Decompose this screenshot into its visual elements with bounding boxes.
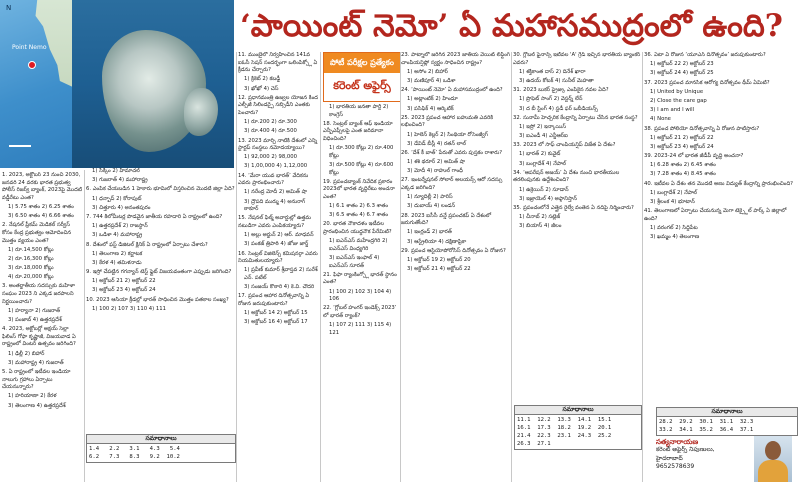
question-options: 1) ప్రవీణ్ కుమార్ శ్రీవాస్తవ 2) సురేశ్ ఎన్. పటేల్ (244, 267, 318, 281)
question-text: 7. 744 కిలోమీటర్ల పొడవైన జాతీయ రహదారి ఏ రాష్ట్రంలో ఉంది? (86, 213, 223, 220)
answer-key-box (514, 405, 642, 450)
question-options: 3) సంజయ్ కొఠారి 4) కె.వి. చౌదరి (244, 284, 315, 291)
question-options: 1) United by Unique (650, 88, 704, 95)
question-options: 1) అక్టోబర్ 21 2) అక్టోబర్ 22 (650, 134, 714, 141)
question-text: 29. ప్రపంచ ఆస్టియోపోరోసిస్ దినోత్సవం ఏ రోజున? (401, 247, 506, 254)
question-options: 1) ఉక్రెయిన్ 2) సూడాన్ (519, 186, 569, 193)
question-text: 37. 2023 ప్రపంచ మానసిక ఆరోగ్య దినోత్సవం థీమ్ ఏమిటి? (644, 79, 770, 86)
question-text: 6. ఎంపిక చేయబడిన 1 హెకారు భూమిలో విస్తరించిన మొదటి జిల్లా ఏది? (86, 186, 235, 193)
question-text: 27. ఇంటర్నేషనల్ సోలార్ అలయన్స్ ఆరో సదస్సు ఎక్కడ జరిగింది? (401, 177, 503, 192)
column-divider (320, 52, 321, 482)
question-options: 3) పంకజ్ త్రిపాఠి 4) జోజు జార్జ్ (244, 241, 309, 248)
question-text: 1. 2023, అక్టోబర్ 23 నుంచి 2030, జనవరి 24 వరకు భారత ప్రభుత్వ పోలీస్ రిజర్వ్ బ్యాంక్, 2023పై మొదటి వడ్డీరేటు ఎంత? (2, 172, 82, 201)
question-options: 3) 1,00,000 4) 1,12,000 (244, 163, 308, 170)
question-text: 12. ప్రధానమంత్రి ఉజ్వల యోజన కింద ఎల్పీజీ సిలిండర్పై సబ్సిడీని ఎంతకు పెంచారు? (238, 94, 318, 116)
question-text: 23. పాట్నాలో జరిగిన 2023 జాతీయ వెయిట్ లిఫ్టింగ్ చాంపియన్షిప్లో స్వర్ణం సాధించిన రాష్ట్రం? (401, 52, 511, 66)
question-options: 3) రూ.18,000 కోట్లు (8, 265, 54, 272)
question-options: 1) 100 2) 102 3) 104 4) 106 (329, 288, 392, 303)
question-column-5 (401, 52, 513, 482)
question-options: 1) అసోం 2) బిహార్ (407, 68, 448, 75)
avatar-head (765, 441, 781, 460)
question-text: 24. ‘పాయింట్ నెమో’ ఏ మహాసముద్రంలో ఉంది? (401, 87, 503, 94)
question-text: 17. ప్రపంచ ఆహార దినోత్సవాన్ని ఏ రోజున జరుపుకుంటారు? (238, 293, 310, 307)
question-options: 1) రూ.200 2) రూ.300 (244, 119, 297, 126)
question-options: 1) సిక్కిం 2) హిమాచల్ (92, 168, 140, 174)
question-options: 3) మోదీ 4) రాహుల్ గాంధీ (407, 168, 463, 175)
question-options: 1) చీనాబ్ 2) సట్లెజ్ (519, 214, 561, 221)
question-text: 19. ప్రపంచబ్యాంక్ నివేదిక ప్రకారం 2023లో భారత వృద్ధిరేటు అంచనా ఎంత? (323, 178, 395, 200)
question-text: 4. 2023, అక్టోబర్లో అక్షయ్ సెల్లా ఫిలింస్ గోఫా కృష్ణాజీ, విజయవాడ ఏ రాష్ట్రంలో వింటర్ ఉత్సవం జరిగింది? (2, 326, 76, 348)
answer-key-box (656, 407, 798, 436)
question-text: 20. భారత నౌకాదళం ఇటీవల ప్రారంభించిన యుద్ధనౌక పేరేమిటి? (323, 221, 392, 236)
question-options: 3) అక్టోబర్ 24 4) అక్టోబర్ 25 (650, 70, 714, 77)
question-options: 1) 6.28 శాతం 2) 6.45 శాతం (650, 162, 716, 169)
question-text: 26. ‘దేశ్ కీ బాత్’ పేరుతో ఎవరు పుస్తకం రాశారు? (401, 149, 503, 156)
question-options: 1) అక్టోబర్ 21 2) అక్టోబర్ 22 (92, 278, 156, 285)
question-text: 14. ‘మేరా యువ భారత్’ వేదికను ఎవరు ప్రారంభించారు? (238, 172, 309, 187)
question-options: 1) ఉత్తరప్రదేశ్ 2) రాజస్థాన్ (92, 223, 148, 230)
question-options: 1) భారతీయ జనతా పార్టీ 2) కాంగ్రెస్ (329, 104, 389, 118)
question-options: 2) Close the care gap (650, 97, 707, 104)
question-options: 1) 5.75 శాతం 2) 6.25 శాతం (8, 203, 74, 210)
banner-top-label: పోటీ పరీక్షల ప్రత్యేకం (324, 53, 400, 73)
question-text: 5. ఏ రాష్ట్రంలో ఇటీవల ఇండియా నాలుగు గ్రహాలు ఏర్పాటు చేయనున్నారు? (2, 368, 71, 391)
author-name: సత్యనారాయణ (656, 438, 699, 446)
question-options: 3) డేవిడ్ బీస్లీ 4) రతన్ లాల్ (407, 140, 466, 147)
question-options: 3) ఒడిశా 4) మహారాష్ట్ర (92, 232, 143, 239)
question-options: 3) బంగ్లాదేశ్ 4) నేపాల్ (519, 160, 567, 167)
question-column-4 (323, 104, 399, 482)
question-options: 1) అల్లు అర్జున్ 2) ఆర్. మాధవన్ (244, 232, 314, 239)
question-text: 28. 2023 ఐసీసీ వన్డే ప్రపంచకప్ ఏ దేశంలో జరుగుతోంది? (401, 212, 492, 227)
question-options: 1) వరంగల్ 2) సిద్దిపేట (650, 224, 698, 231)
question-options: 3) పంజాబ్ 4) ఉత్తరప్రదేశ్ (8, 317, 62, 324)
question-text: 18. సెంట్రల్ బ్యాంక్ ఆఫ్ ఇండియా ఎన్బీఎఫ్సీలపై ఎంత జరిమానా విధించింది? (323, 120, 393, 142)
section-banner (323, 52, 401, 102)
question-options: 3) రూ.400 4) రూ.500 (244, 128, 297, 135)
answer-key-heading: సమాధానాలు (87, 435, 235, 444)
question-options: 1) 107 2) 111 3) 115 4) 121 (329, 322, 392, 336)
map-location-marker (28, 61, 36, 69)
question-options: 1) ప్రొఫెట్ సాంగ్ 2) వెస్టర్న్ లేన్ (519, 96, 583, 103)
question-options: 1) న్యూదిల్లీ 2) పారిస్ (407, 194, 453, 201)
author-details (656, 438, 752, 472)
question-options: 1) తెలంగాణ 2) కర్ణాటక (92, 250, 143, 257)
question-options: 3) ఖోఖో 4) చెస్ (244, 85, 279, 92)
point-nemo-map (0, 0, 72, 168)
question-text: 22. ‘గ్లోబల్ హంగర్ ఇండెక్స్ 2023’ లో భారత్ ర్యాంక్? (323, 305, 397, 319)
question-options: 3) ఖమ్మం 4) తెలంగాణ (650, 234, 700, 241)
question-text: 31. 2023 బుకర్ ప్రైజ్కు ఎంపికైన నవల ఏది? (513, 87, 609, 94)
question-text: 3. అంతర్జాతీయ సదస్సుకు మహిళా సంఘం 2023 ని ఎక్కడ జరపాలని నిర్ణయించారు? (2, 283, 76, 305)
question-text: 15. నేషనల్ ఫిల్మ్ అవార్డుల్లో ఉత్తమ నటుడిగా ఎవరు ఎంపికయ్యారు? (238, 215, 311, 229)
question-options: 2) రూ.16,300 కోట్లు (8, 255, 54, 262)
map-label: Point Nemo (12, 44, 47, 51)
question-text: 32. సునామీ హెచ్చరిక కేంద్రాన్ని ఏర్పాటు చేసిన భారత సంస్థ? (513, 114, 638, 121)
author-byline (656, 436, 796, 482)
question-options: 1) ధన్బాద్ 2) కోరాపుట్ (92, 195, 142, 202)
column-divider (236, 52, 237, 482)
question-text: 36. ఏటా ఏ రోజున ‘యూఎన్ దినోత్సవం’ జరుపుకుంటారు? (644, 52, 766, 58)
author-photo (754, 436, 792, 482)
question-options: 3) అక్టోబర్ 23 4) అక్టోబర్ 24 (650, 143, 714, 150)
question-options: 3) అక్టోబర్ 21 4) అక్టోబర్ 22 (407, 266, 471, 273)
question-options: 1) ఢిల్లీ 2) బిహార్ (8, 350, 45, 357)
question-text: 35. ప్రపంచంలోనే ఎత్తైన రైల్వే వంతెన ఏ నదిపై నిర్మించారు? (513, 205, 634, 211)
question-options: 1) నరేంద్ర మోదీ 2) అమిత్ షా (244, 189, 308, 196)
question-options: 3) బియాస్ 4) జీలం (519, 223, 562, 230)
column-divider (84, 170, 85, 482)
question-options: 3) పసిఫిక్ 4) ఆర్కిటిక్ (407, 105, 454, 112)
question-options: 3) 6.5 శాతం 4) 6.7 శాతం (329, 212, 389, 219)
map-compass: N (6, 4, 12, 12)
question-text: 9. ఇస్రో చేపట్టిన గగన్యాన్ టెస్ట్ ఫ్లైట్ విజయవంతంగా ఎప్పుడు జరిగింది? (86, 269, 232, 276)
question-options: 3) ద బీ స్టింగ్ 4) స్టడీ ఫర్ ఒబీడియన్స్ (519, 105, 598, 112)
question-options: 1) హెలెన్ కెల్లర్ 2) సింథియా రోసెంజ్వీగ్ (407, 131, 488, 138)
question-options: 3) ద్రౌపది ముర్ము 4) అనురాగ్ ఠాకూర్ (244, 198, 306, 213)
question-options: 3) గుజరాత్ 4) మహారాష్ట్ర (92, 177, 148, 184)
question-options: 3) దుబాయ్ 4) లండన్ (407, 203, 456, 210)
question-options: 1) హర్యానా 2) గుజరాత్ (8, 307, 61, 314)
question-options: 3) ఐఎండీ 4) ఎన్జీఆర్ఐ (519, 133, 568, 140)
question-options: 1) అట్లాంటిక్ 2) హిందూ (407, 96, 458, 103)
question-options: 1) ఇంగ్లండ్ 2) భారత్ (407, 229, 452, 236)
question-options: 1) 100 2) 107 3) 110 4) 111 (92, 305, 166, 312)
question-text: 40. ఇటీవల ఏ దేశం తన మొదటి అణు విద్యుత్ కేంద్రాన్ని ప్రారంభించింది? (644, 180, 793, 187)
question-options: 1) భారత్ 2) కువైట్ (519, 151, 561, 158)
question-options: 3) 6.50 శాతం 4) 6.66 శాతం (8, 213, 74, 220)
question-text: 21. ఫిఫా ర్యాంకింగ్స్లో భారత్ స్థానం ఎంత? (323, 271, 397, 286)
question-options: 1) అక్టోబర్ 14 2) అక్టోబర్ 15 (244, 310, 308, 317)
question-options: 3) ఉదయ్ కోటక్ 4) సునీల్ మెహతా (519, 77, 594, 84)
question-text: 41. తెలంగాణలో ఏర్పాటు చేయనున్న మెగా టెక్స్టైల్ పార్క్ ఏ జిల్లాలో ఉంది? (644, 208, 787, 222)
question-text: 25. 2023 ప్రపంచ ఆహార బహుమతి ఎవరికి లభించింది? (401, 114, 494, 129)
column-divider (642, 52, 643, 482)
question-text: 38. ప్రపంచ పోలియో దినోత్సవాన్ని ఏ రోజున పాటిస్తారు? (644, 125, 760, 132)
question-options: 3) శ్రీలంక 4) భూటాన్ (650, 199, 695, 205)
question-text: 11. ముంబైలో నిర్వహించిన 141వ ఐఓసీ సెషన్ సందర్భంగా ఒలింపిక్స్లో ఏ క్రీడను చేర్చారు? (238, 52, 318, 74)
question-options: 1) 92,000 2) 98,000 (244, 154, 297, 161)
question-options: 1) ఐఎన్ఎస్ మహేంద్రగిరి 2) ఐఎన్ఎస్ వింధ్యగిరి (329, 238, 388, 252)
question-options: 4) None (650, 116, 671, 123)
answer-key-values: 11.1 12.2 13.3 14.1 15.1 16.1 17.3 18.2 19.2 20.1 21.4 22.3 23.1 24.3 25.2 26.3 27.1 (517, 417, 612, 447)
author-phone: 9652578639 (656, 463, 695, 471)
satellite-island-photo (72, 0, 234, 168)
question-options: 1) శక్తికాంత దాస్ 2) దినేశ్ ఖారా (519, 68, 586, 75)
question-options: 3) రూ.500 కోట్లు 4) రూ.600 కోట్లు (329, 161, 394, 176)
answer-key-values: 28.2 29.2 30.1 31.1 32.3 33.2 34.1 35.2 36.4 37.1 (659, 419, 754, 433)
question-options: 1) అక్టోబర్ 19 2) అక్టోబర్ 20 (407, 256, 471, 263)
question-options: 1) క్రికెట్ 2) కబడ్డీ (244, 76, 281, 83)
question-options: 3) I am and I will (650, 107, 695, 114)
question-options: 3) మహారాష్ట్ర 4) గుజరాత్ (8, 359, 64, 366)
question-options: 3) అక్టోబర్ 16 4) అక్టోబర్ 17 (244, 319, 308, 326)
question-options: 3) అక్టోబర్ 23 4) అక్టోబర్ 24 (92, 287, 156, 294)
answer-key-box (86, 434, 236, 463)
question-text: 8. దేశంలో ఫస్ట్ డిజిటల్ క్లినిక్ ఏ రాష్ట్రంలో ఏర్పాటు చేశారు? (86, 241, 208, 248)
question-text: 30. గ్లోబల్ ఫైనాన్స్ ఇటీవల 'A' గ్రేడ్ ఇచ్చిన భారతీయ బ్యాంకర్ ఎవరు? (513, 52, 641, 66)
question-text: 10. 2023 ఆసియా క్రీడల్లో భారత్ సాధించిన మొత్తం పతకాల సంఖ్య? (86, 296, 229, 303)
question-options: 1) రూ.14,500 కోట్లు (8, 246, 54, 253)
question-options: 3) చిత్తూరు 4) అనంతపురం (92, 204, 151, 211)
question-options: 1) ఇస్రో 2) ఇన్కాయిస్ (519, 123, 567, 130)
question-text: 13. 2023 మార్చి నాటికి దేశంలో ఎన్ని స్టార్టప్ సంస్థలు నమోదయ్యాయి? (238, 137, 318, 152)
question-text: 34. ‘ఆపరేషన్ అజయ్’ ఏ దేశం నుంచి భారతీయుల తరలింపునకు ఉద్దేశించింది? (513, 169, 620, 184)
banner-bottom-label: కరెంట్ అఫైర్స్ (333, 79, 391, 92)
question-options: 1) హరియాణా 2) కేరళ (8, 393, 57, 400)
question-text: 2. నేషనల్ ఫ్రీకమ్ మెడికల్ సర్వీస్ కోసం కేంద్ర ప్రభుత్వం ఆమోదించిన మొత్తం వ్యయం ఎంత? (2, 222, 72, 244)
question-options: 1) 6.1 శాతం 2) 6.3 శాతం (329, 203, 389, 210)
page-headline: ‘పాయింట్ నెమో’ ఏ మహాసముద్రంలో ఉంది? (240, 8, 783, 44)
question-options: 3) కేరళ 4) తమిళనాడు (92, 259, 142, 266)
question-column-1 (2, 172, 82, 482)
question-options: 1) బంగ్లాదేశ్ 2) నేపాల్ (650, 189, 698, 196)
islet-shape (184, 88, 218, 136)
question-options: 1) రూ.300 కోట్లు 2) రూ.400 కోట్లు (329, 145, 394, 159)
question-options: 1) శశి థరూర్ 2) అమిత్ షా (407, 159, 466, 166)
author-title: కరెంట్ అఫైర్స్ నిపుణులు, (656, 446, 715, 454)
question-text: 33. 2023 లో సాఫ్ చాంపియన్షిప్ విజేత ఏ దేశం? (513, 142, 616, 149)
question-options: 3) మణిపూర్ 4) ఒడిశా (407, 77, 456, 84)
answer-key-heading: సమాధానాలు (515, 406, 641, 415)
question-text: 39. 2023-24 లో భారత జీడీపీ వృద్ధి అంచనా? (644, 153, 744, 160)
answer-key-heading: సమాధానాలు (657, 408, 797, 417)
question-options: 1) అక్టోబర్ 22 2) అక్టోబర్ 23 (650, 61, 714, 68)
question-options: 3) 7.28 శాతం 4) 8.45 శాతం (650, 171, 716, 178)
author-city: హైదరాబాద్ (656, 454, 683, 462)
question-text: 16. సెంట్రల్ విజిలెన్స్ కమిషనర్గా ఎవరు నియమితులయ్యారు? (238, 250, 318, 265)
avatar-body (758, 460, 788, 482)
question-options: 3) ఇజ్రాయెల్ 4) అఫ్గానిస్తాన్ (519, 195, 577, 202)
question-options: 3) తెలంగాణ 4) ఉత్తరప్రదేశ్ (8, 402, 66, 409)
question-options: 4) రూ.20,000 కోట్లు (8, 274, 54, 281)
question-options: 3) ఆస్ట్రేలియా 4) దక్షిణాఫ్రికా (407, 238, 467, 245)
question-options: 3) ఐఎన్ఎస్ ఇంఫాల్ 4) ఐఎన్ఎస్ సూరత్ (329, 255, 380, 269)
map-scale-bar (9, 145, 31, 147)
question-column-3 (238, 52, 318, 482)
answer-key-values: 1.4 2.2 3.1 4.3 5.4 6.2 7.3 8.3 9.2 10.2 (89, 446, 180, 460)
